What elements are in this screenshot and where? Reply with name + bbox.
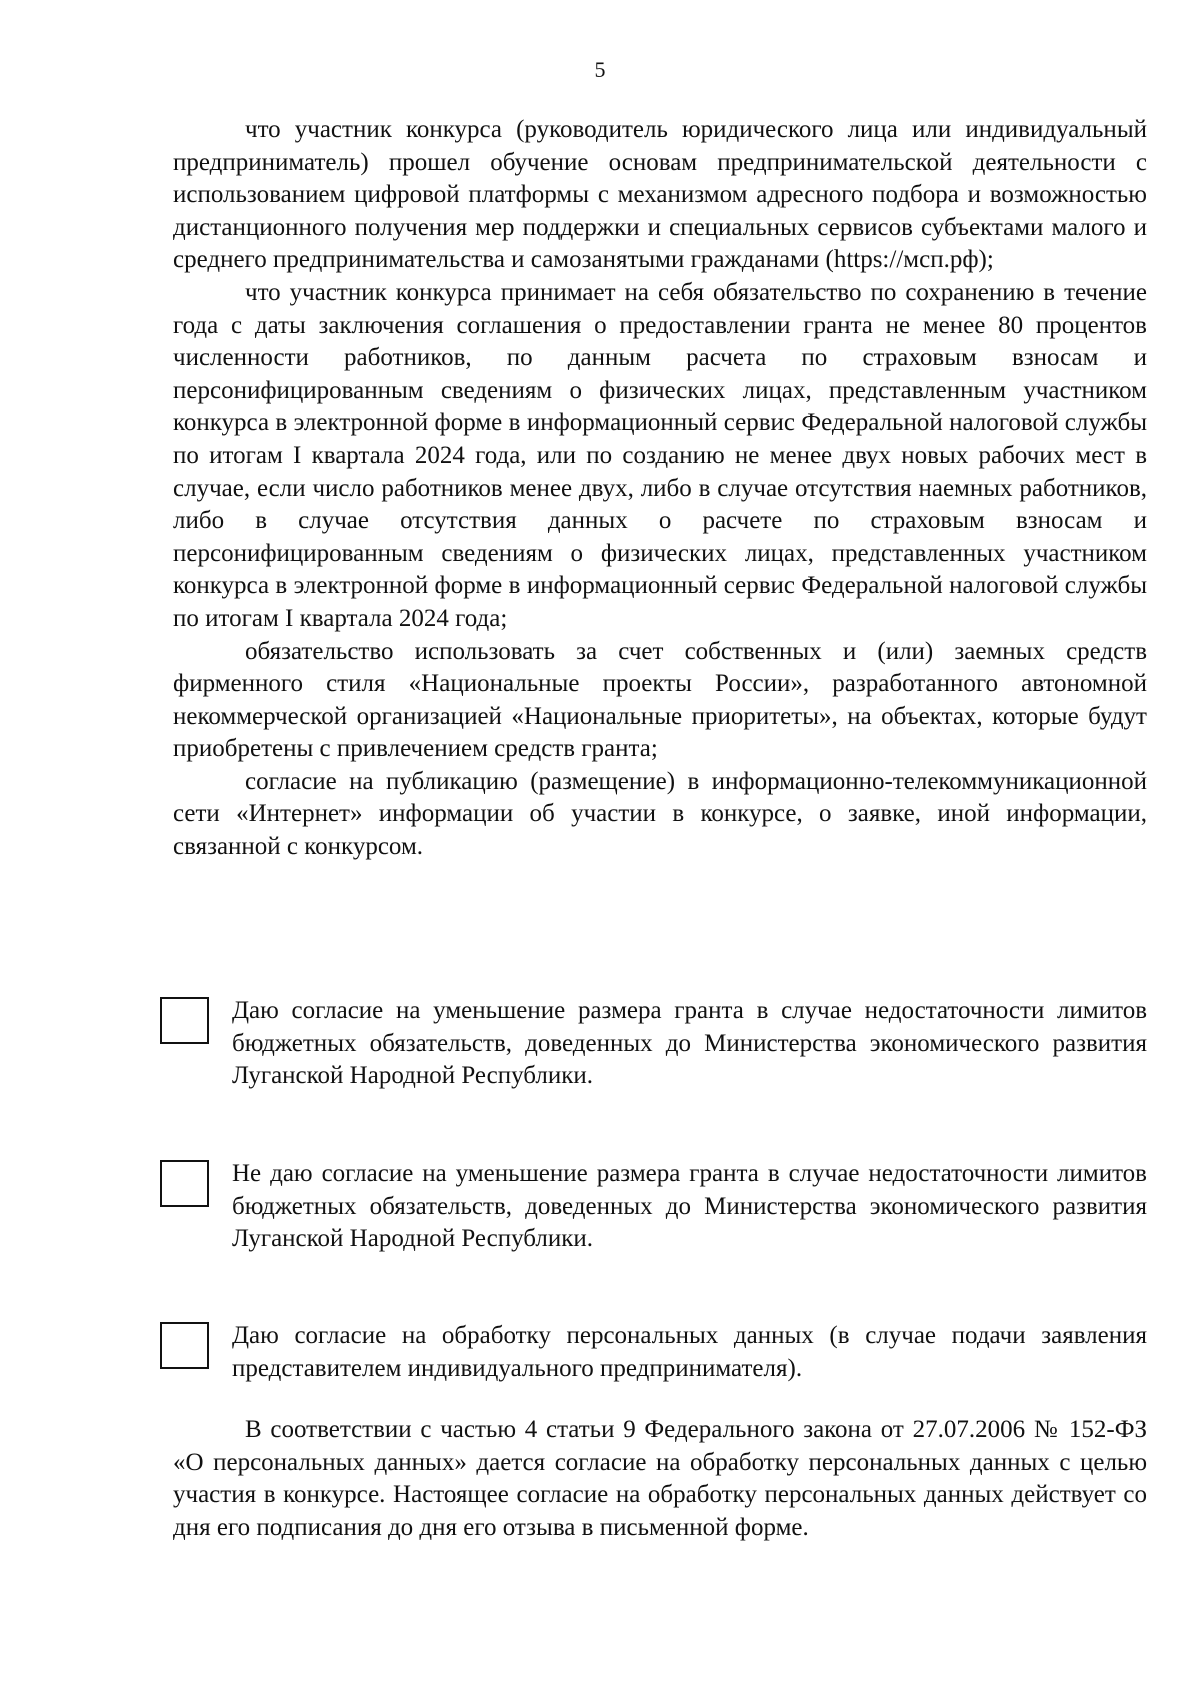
page-number: 5 xyxy=(594,57,606,82)
no-consent-reduce-grant-label: Не даю согласие на уменьшение размера гранта в случае недостаточности лимитов бюджетных обязательств, доведенных до Министерства экономического развития Луганской Народной Республики. xyxy=(232,1160,1147,1253)
paragraph-publication-consent: согласие на публикацию (размещение) в информационно-телекоммуникационной сети «Интернет» информации об участии в конкурсе, о заявке, иной информации, связанной с конкурсом. xyxy=(173,767,1147,861)
no-consent-reduce-grant-option xyxy=(160,1158,1147,1256)
consent-reduce-grant-checkbox[interactable] xyxy=(160,997,209,1044)
paragraph-training: что участник конкурса (руководитель юридического лица или индивидуальный предприниматель) прошел обучение основам предпринимательской деятельности с использованием цифровой платформы с механизмом адресного подбора и возможностью дистанционного получения мер поддержки и специальных сервисов субъектами малого и среднего предпринимательства и самозанятыми гражданами (https://мсп.рф); xyxy=(173,116,1147,274)
consent-reduce-grant-option xyxy=(160,995,1147,1093)
no-consent-reduce-grant-checkbox[interactable] xyxy=(160,1160,209,1207)
personal-data-law-paragraph: В соответствии с частью 4 статьи 9 Федерального закона от 27.07.2006 № 152-ФЗ «О персональных данных» дается согласие на обработку персональных данных с целью участия в конкурсе. Настоящее согласие на обработку персональных данных действует со дня его подписания до дня его отзыва в письменной форме. xyxy=(173,1416,1147,1541)
personal-data-consent-option xyxy=(160,1320,1147,1385)
paragraph-employees: что участник конкурса принимает на себя обязательство по сохранению в течение года с даты заключения соглашения о предоставлении гранта не менее 80 процентов численности работников, по данным расчета по страховым взносам и персонифицированным сведениям о физических лицах, представленным участником конкурса в электронной форме в информационный сервис Федеральной налоговой службы по итогам I квартала 2024 года, или по созданию не менее двух новых рабочих мест в случае, если число работников менее двух, либо в случае отсутствия наемных работников, либо в случае отсутствия данных о расчете по страховым взносам и персонифицированным сведениям о физических лицах, представленных участником конкурса в электронной форме в информационный сервис Федеральной налоговой службы по итогам I квартала 2024 года; xyxy=(173,278,1147,632)
personal-data-consent-label: Даю согласие на обработку персональных данных (в случае подачи заявления представителем индивидуального предпринимателя). xyxy=(232,1322,1147,1382)
main-text xyxy=(173,114,1147,864)
footer-text xyxy=(173,1414,1147,1544)
personal-data-consent-checkbox[interactable] xyxy=(160,1322,209,1369)
paragraph-brand-style: обязательство использовать за счет собственных и (или) заемных средств фирменного стиля «Национальные проекты России», разработанного автономной некоммерческой организацией «Национальные приоритеты», на объектах, которые будут приобретены с привлечением средств гранта; xyxy=(173,637,1147,763)
consent-reduce-grant-label: Даю согласие на уменьшение размера гранта в случае недостаточности лимитов бюджетных обязательств, доведенных до Министерства экономического развития Луганской Народной Республики. xyxy=(232,997,1147,1090)
